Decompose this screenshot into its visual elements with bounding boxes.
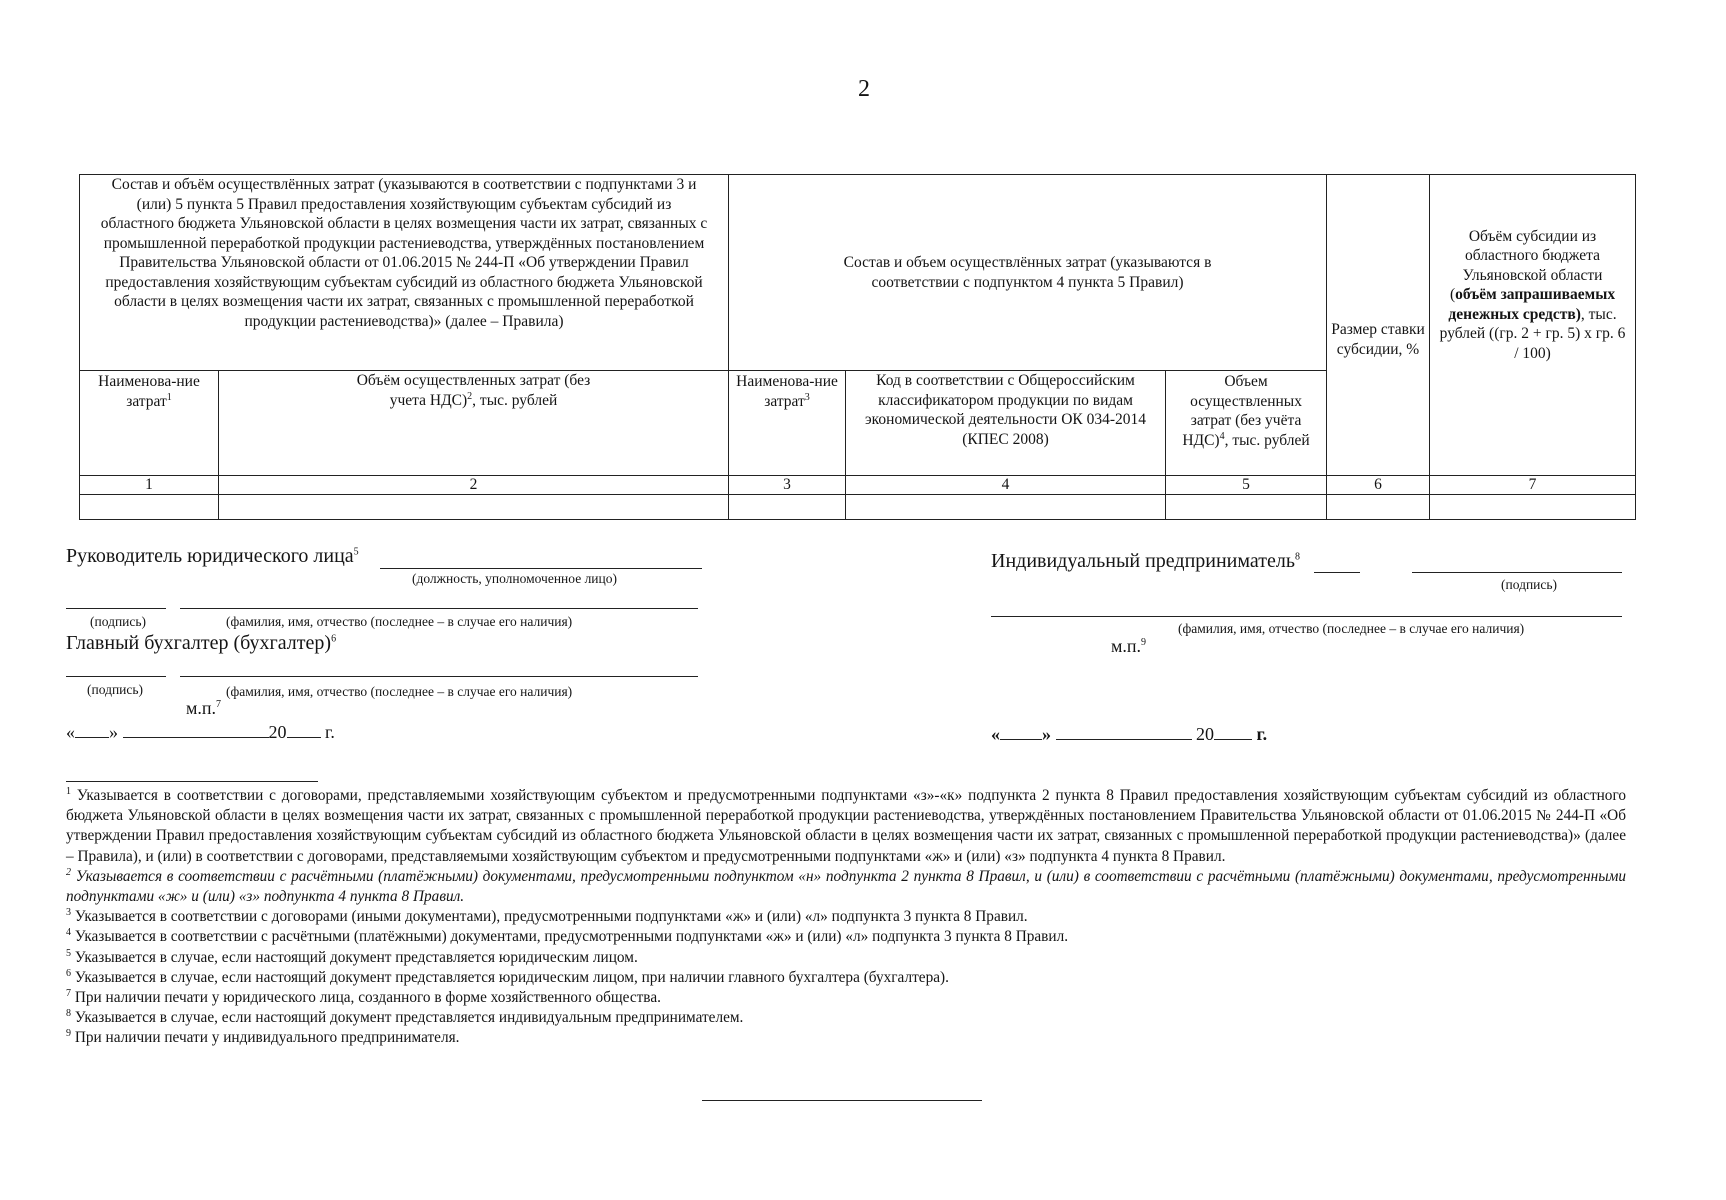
date-year: 20 <box>1196 724 1214 744</box>
empty-data-row <box>80 495 1636 520</box>
footnote-text: Указывается в случае, если настоящий документ представляется юридическим лицом. <box>74 948 638 966</box>
entrepreneur-sup: 8 <box>1294 551 1300 563</box>
table-cell[interactable] <box>80 495 219 520</box>
footnote-number: 5 <box>66 947 71 959</box>
col5-header <box>1166 371 1327 476</box>
stamp-left-text: м.п. <box>186 698 217 718</box>
col5-sup: 4 <box>1219 430 1225 442</box>
date-year: 20 <box>268 722 287 742</box>
footnote-text: Указывается в случае, если настоящий документ представляется юридическим лицом, при наличии главного бухгалтера (бухгалтера). <box>74 968 949 986</box>
col7-header-bold: объём запрашиваемых денежных средств) <box>1448 286 1616 323</box>
footnote-text: При наличии печати у юридического лица, созданного в форме хозяйственного общества. <box>74 989 661 1007</box>
head-label <box>66 545 359 568</box>
col-number: 6 <box>1327 476 1430 495</box>
table-cell[interactable] <box>846 495 1166 520</box>
footnote <box>66 867 1626 907</box>
footnote-number: 2 <box>66 866 71 878</box>
col2-header-tail: , тыс. рублей <box>472 391 558 409</box>
group2-header <box>729 175 1327 371</box>
footnote-number: 3 <box>66 907 71 919</box>
col7-header-b: , тыс. рублей ((гр. 2 + гр. 5) x гр. 6 / 100) <box>1439 305 1626 362</box>
table-cell[interactable] <box>1327 495 1430 520</box>
entrepreneur-fio-caption: (фамилия, имя, отчество (последнее – в случае его наличия) <box>1178 621 1525 636</box>
month-field[interactable] <box>1056 739 1192 740</box>
head-fio-caption: (фамилия, имя, отчество (последнее – в случае его наличия) <box>226 614 573 629</box>
footnote-text: Указывается в соответствии с расчётными (платёжными) документами, предусмотренными подпунктом «н» подпункта 2 пункта 8 Правил, и (или) в соответствии с расчётными (платёжными) документами, предусмотренными подпунктами «ж» и (или) «з» подпункта 4 пункта 8 Правил. <box>66 867 1627 906</box>
accountant-signature-line[interactable] <box>66 676 166 677</box>
date-open: « <box>991 724 1000 744</box>
entrepreneur-label-text: Индивидуальный предприниматель <box>991 550 1295 572</box>
footnote-text: Указывается в соответствии с договорами, представляемыми хозяйствующим субъектом и предусмотренными подпунктами «з»-«к» подпункта 2 пункта 8 Правил предоставления хозяйствующим субъектам субсидий из областного бюджета Ульяновской области в целях возмещения части их затрат, связанных с промышленной переработкой продукции растениеводства, утверждённых постановлением Правительства Ульяновской области от 01.06.2015 № 244-П «Об утверждении Правил предоставления хозяйствующим субъектам субсидий из областного бюджета Ульяновской области в целях возмещения части их затрат, связанных с промышленной переработкой продукции растениеводства)» (далее – Правила), и (или) в соответствии с договорами, представляемыми хозяйствующим субъектом и предусмотренными подпунктами «ж» и (или) «з» подпункта 4 пункта 8 Правил. <box>66 787 1627 865</box>
col3-sup: 3 <box>804 391 810 403</box>
col5-header-text: Объем осуществленных затрат (без учёта НДС) <box>1182 373 1302 449</box>
col-number: 7 <box>1430 476 1636 495</box>
table-cell[interactable] <box>1430 495 1636 520</box>
footnote <box>66 1028 1626 1048</box>
col7-header-a: Объём субсидии из областного бюджета Ульяновской области ( <box>1449 227 1603 304</box>
col2-header-text: Объём осуществленных затрат (без учета НДС) <box>356 372 591 409</box>
footnote-number: 7 <box>66 987 71 999</box>
col1-header <box>80 371 219 476</box>
footnotes <box>66 786 1626 1049</box>
accountant-fio-line[interactable] <box>180 676 698 677</box>
year-field[interactable] <box>1214 739 1252 740</box>
day-field[interactable] <box>1000 739 1042 740</box>
col7-header <box>1430 175 1636 476</box>
footnote-number: 4 <box>66 927 71 939</box>
footnote-text: Указывается в случае, если настоящий документ представляется индивидуальным предпринимателем. <box>74 1009 744 1027</box>
footnote-text: При наличии печати у индивидуального предпринимателя. <box>74 1029 460 1047</box>
col5-header-tail: , тыс. рублей <box>1224 431 1310 449</box>
entrepreneur-short-line[interactable] <box>1314 572 1360 573</box>
footnote <box>66 968 1626 988</box>
col2-header <box>219 371 729 476</box>
head-fio-line[interactable] <box>180 608 698 609</box>
col-number: 2 <box>219 476 729 495</box>
footnote <box>66 988 1626 1008</box>
col3-header <box>729 371 846 476</box>
footnote-number: 8 <box>66 1008 71 1020</box>
month-field[interactable] <box>123 737 269 738</box>
date-close: » <box>109 722 118 742</box>
accountant-fio-caption: (фамилия, имя, отчество (последнее – в случае его наличия) <box>226 684 573 699</box>
accountant-sup: 6 <box>331 633 337 645</box>
stamp-left-sup: 7 <box>216 699 222 710</box>
group1-header: Состав и объём осуществлённых затрат (указываются в соответствии с подпунктами 3 и (или) 5 пункта 5 Правил предоставления хозяйствующим субъектам субсидий из областного бюджета Ульяновской области в целях возмещения части их затрат, связанных с промышленной переработкой продукции растениеводства, утверждённых постановлением Правительства Ульяновской области от 01.06.2015 № 244-П «Об утверждении Правил предоставления хозяйствующим субъектам субсидий из областного бюджета Ульяновской области в целях возмещения части их затрат, связанных с промышленной переработкой продукции растениеводства)» (далее – Правила) <box>80 175 729 371</box>
entrepreneur-signature-line[interactable] <box>1412 572 1622 573</box>
position-line[interactable] <box>380 568 702 569</box>
head-label-text: Руководитель юридического лица <box>66 545 354 567</box>
footnote <box>66 907 1626 927</box>
entrepreneur-signature-caption: (подпись) <box>1501 577 1558 592</box>
col-number: 3 <box>729 476 846 495</box>
page-number: 2 <box>858 76 870 102</box>
date-close: » <box>1042 724 1051 744</box>
stamp-right-text: м.п. <box>1111 636 1142 656</box>
group2-header-text: Состав и объем осуществлённых затрат (указываются в соответствии с подпунктом 4 пункта 5 Правил) <box>843 254 1212 291</box>
footnote-number: 9 <box>66 1028 71 1040</box>
footnote-text: Указывается в соответствии с расчётными (платёжными) документами, предусмотренными подпунктами «ж» и (или) «л» подпункта 3 пункта 8 Правил. <box>74 928 1069 946</box>
date-open: « <box>66 722 75 742</box>
col2-sup: 2 <box>467 390 473 402</box>
col-number: 1 <box>80 476 219 495</box>
footnote <box>66 786 1626 867</box>
year-field[interactable] <box>287 737 321 738</box>
head-signature-caption: (подпись) <box>90 614 147 629</box>
column-numbers-row <box>80 476 1636 495</box>
entrepreneur-fio-line[interactable] <box>991 616 1622 617</box>
entrepreneur-label <box>991 550 1300 573</box>
position-caption: (должность, уполномоченное лицо) <box>412 571 617 586</box>
end-separator <box>702 1100 982 1101</box>
footnote-number: 6 <box>66 967 71 979</box>
footnote <box>66 927 1626 947</box>
date-right <box>991 724 1267 745</box>
col3-header-text: Наименова-ние затрат <box>736 373 838 410</box>
col1-sup: 1 <box>166 391 172 403</box>
stamp-right-sup: 9 <box>1141 637 1147 648</box>
footnote-separator <box>66 781 318 782</box>
footnote <box>66 1008 1626 1028</box>
accountant-label <box>66 632 336 655</box>
accountant-label-text: Главный бухгалтер (бухгалтер) <box>66 632 332 654</box>
day-field[interactable] <box>75 737 109 738</box>
col-number: 4 <box>846 476 1166 495</box>
accountant-signature-caption: (подпись) <box>87 682 144 697</box>
head-sup: 5 <box>353 546 359 558</box>
footnote-number: 1 <box>66 785 71 797</box>
table-cell[interactable] <box>1166 495 1327 520</box>
col6-header: Размер ставки субсидии, % <box>1327 175 1430 476</box>
stamp-right <box>1111 636 1146 657</box>
col4-header: Код в соответствии с Общероссийским классификатором продукции по видам экономической деятельности ОК 034-2014 (КПЕС 2008) <box>846 371 1166 476</box>
date-suffix: г. <box>1256 724 1268 744</box>
table-cell[interactable] <box>729 495 846 520</box>
footnote <box>66 948 1626 968</box>
footnote-text: Указывается в соответствии с договорами (иными документами), предусмотренными подпунктами «ж» и (или) «л» подпункта 3 пункта 8 Правил. <box>74 908 1028 926</box>
head-signature-line[interactable] <box>66 608 166 609</box>
date-left <box>66 722 335 743</box>
date-suffix: г. <box>325 722 335 742</box>
col-number: 5 <box>1166 476 1327 495</box>
costs-table <box>79 174 1636 520</box>
col1-header-text: Наименова-ние затрат <box>98 373 200 410</box>
stamp-left <box>186 698 221 719</box>
table-cell[interactable] <box>219 495 729 520</box>
